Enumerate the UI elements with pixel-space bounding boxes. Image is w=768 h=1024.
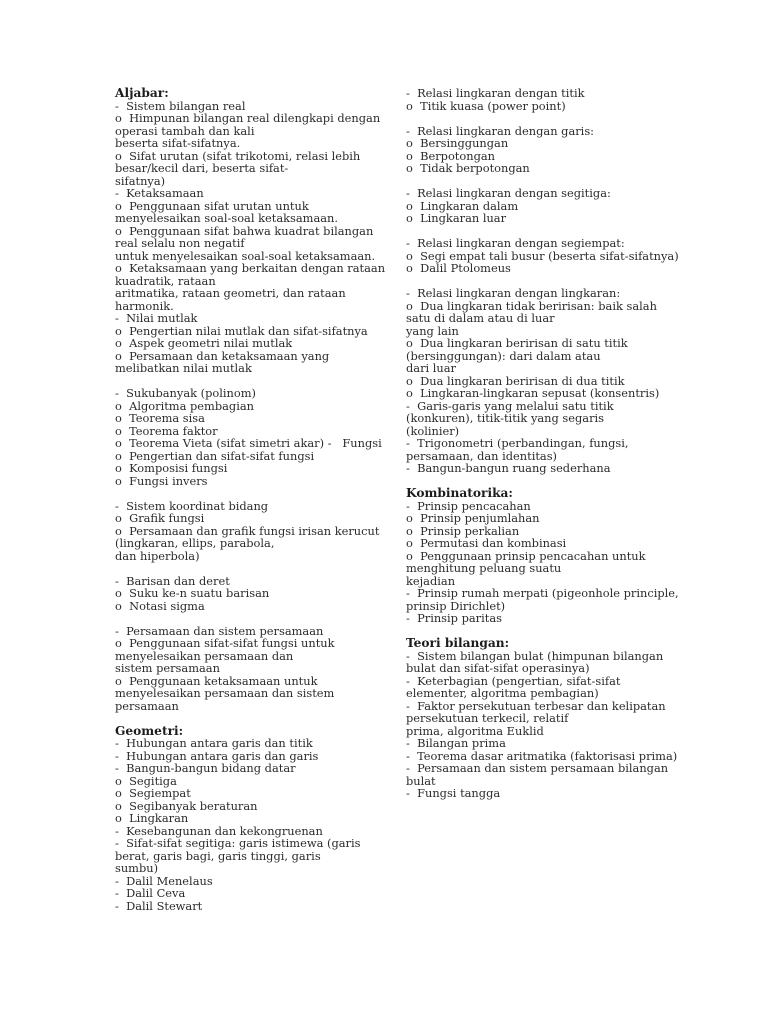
right-text-line: o Penggunaan prinsip pencacahan untuk: [406, 548, 646, 563]
left-text-line: - Dalil Ceva: [115, 886, 186, 900]
right-text-line: - Faktor persekutuan terbesar dan kelipatan: [406, 698, 666, 713]
right-text-line: (bersinggungan): dari dalam atau: [406, 348, 601, 363]
right-text-line: o Berpotongan: [406, 148, 495, 163]
right-text-line: - Relasi lingkaran dengan titik: [406, 86, 585, 100]
right-text-line: (konkuren), titik-titik yang segaris: [406, 411, 605, 425]
left-text-line: sumbu): [115, 861, 159, 875]
left-blank-line: [115, 712, 385, 725]
right-text-line: menghitung peluang suatu: [406, 561, 562, 575]
right-text-line: (kolinier): [406, 423, 460, 438]
right-text-line: o Dua lingkaran tidak beririsan: baik salah: [406, 298, 657, 313]
right-text-line: - Keterbagian (pengertian, sifat-sifat: [406, 673, 621, 688]
section-heading-teori-bilangan: Teori bilangan:: [406, 636, 510, 650]
left-text-line: - Nilai mutlak: [115, 311, 198, 325]
right-text-line: dari luar: [406, 361, 457, 375]
left-text-line: o Penggunaan ketaksamaan untuk: [115, 673, 318, 688]
right-text-line: o Permutasi dan kombinasi: [406, 536, 567, 550]
left-text-line: (lingkaran, ellips, parabola,: [115, 536, 275, 550]
left-text-line: harmonik.: [115, 298, 174, 313]
right-text-line: satu di dalam atau di luar: [406, 311, 555, 325]
left-text-line: - Kesebangunan dan kekongruenan: [115, 823, 323, 838]
left-text-line: sifatnya): [115, 173, 166, 188]
left-text-line: o Komposisi fungsi: [115, 461, 228, 475]
section-heading-kombinatorika: Kombinatorika:: [406, 486, 513, 500]
right-text-line: - Teorema dasar aritmatika (faktorisasi prima): [406, 748, 678, 763]
left-text-line: menyelesaikan soal-soal ketaksamaan.: [115, 211, 339, 225]
left-text-line: kuadratik, rataan: [115, 273, 216, 288]
left-text-line: o Teorema sisa: [115, 411, 205, 425]
right-text-line: o Bersinggungan: [406, 136, 509, 150]
right-text-line: o Titik kuasa (power point): [406, 98, 566, 113]
left-text-line: o Penggunaan sifat-sifat fungsi untuk: [115, 636, 335, 650]
left-text-line: - Sukubanyak (polinom): [115, 386, 256, 400]
right-text-line: - Persamaan dan sistem persamaan bilangan: [406, 761, 669, 775]
left-text-line: - Sifat-sifat segitiga: garis istimewa (garis: [115, 836, 361, 850]
right-column: [406, 87, 679, 800]
left-text-line: menyelesaikan persamaan dan: [115, 648, 294, 663]
right-text-line: prima, algoritma Euklid: [406, 723, 544, 738]
right-text-line: - Relasi lingkaran dengan lingkaran:: [406, 286, 621, 300]
right-text-line: persamaan, dan identitas): [406, 448, 558, 463]
left-text-line: o Persamaan dan grafik fungsi irisan kerucut: [115, 523, 380, 538]
left-text-line: melibatkan nilai mutlak: [115, 361, 252, 375]
right-text-line: o Dalil Ptolomeus: [406, 261, 511, 275]
right-text-line: o Segi empat tali busur (beserta sifat-sifatnya): [406, 248, 679, 263]
left-text-line: o Aspek geometri nilai mutlak: [115, 336, 293, 350]
right-text-line: - Prinsip paritas: [406, 611, 502, 625]
left-text-line: o Pengertian dan sifat-sifat fungsi: [115, 448, 315, 463]
left-text-line: - Bangun-bangun bidang datar: [115, 761, 296, 775]
right-text-line: bulat dan sifat-sifat operasinya): [406, 661, 590, 675]
left-text-line: o Lingkaran: [115, 811, 189, 825]
right-text-line: - Bilangan prima: [406, 736, 506, 750]
left-text-line: o Segibanyak beraturan: [115, 798, 258, 813]
left-text-line: berat, garis bagi, garis tinggi, garis: [115, 848, 321, 863]
left-text-line: o Persamaan dan ketaksamaan yang: [115, 348, 330, 363]
left-text-line: - Persamaan dan sistem persamaan: [115, 623, 324, 638]
left-text-line: o Segitiga: [115, 773, 177, 788]
right-text-line: - Relasi lingkaran dengan garis:: [406, 123, 595, 138]
left-blank-line: [115, 612, 385, 625]
right-text-line: o Prinsip penjumlahan: [406, 511, 540, 525]
left-text-line: - Ketaksamaan: [115, 186, 204, 200]
left-text-line: dan hiperbola): [115, 548, 200, 563]
left-text-line: - Hubungan antara garis dan garis: [115, 748, 319, 763]
right-text-line: - Relasi lingkaran dengan segiempat:: [406, 236, 625, 250]
left-text-line: o Himpunan bilangan real dilengkapi dengan: [115, 111, 381, 125]
left-text-line: o Sifat urutan (sifat trikotomi, relasi lebih: [115, 148, 361, 163]
section-heading-geometri: Geometri:: [115, 723, 184, 738]
left-text-line: - Sistem koordinat bidang: [115, 498, 269, 513]
left-text-line: o Notasi sigma: [115, 598, 205, 613]
right-text-line: kejadian: [406, 573, 456, 588]
left-text-line: o Penggunaan sifat urutan untuk: [115, 198, 309, 213]
right-text-line: o Dua lingkaran beririsan di dua titik: [406, 373, 625, 388]
left-text-line: sistem persamaan: [115, 661, 220, 675]
right-text-line: - Prinsip rumah merpati (pigeonhole principle,: [406, 586, 679, 600]
right-text-line: o Lingkaran-lingkaran sepusat (konsentris): [406, 386, 660, 400]
left-text-line: persamaan: [115, 698, 179, 713]
left-text-line: menyelesaikan persamaan dan sistem: [115, 686, 335, 700]
right-text-line: persekutuan terkecil, relatif: [406, 711, 569, 725]
left-text-line: - Dalil Menelaus: [115, 873, 213, 888]
left-column: [115, 87, 385, 912]
left-text-line: real selalu non negatif: [115, 236, 245, 250]
left-text-line: besar/kecil dari, beserta sifat-: [115, 161, 289, 175]
left-blank-line: [115, 562, 385, 575]
left-text-line: aritmatika, rataan geometri, dan rataan: [115, 286, 346, 300]
right-text-line: - Fungsi tangga: [406, 786, 501, 800]
left-text-line: untuk menyelesaikan soal-soal ketaksamaan.: [115, 248, 376, 263]
left-blank-line: [115, 487, 385, 500]
right-blank-line: [406, 112, 679, 125]
left-text-line: o Fungsi invers: [115, 473, 208, 488]
right-text-line: - Prinsip pencacahan: [406, 498, 531, 513]
left-text-line: beserta sifat-sifatnya.: [115, 136, 241, 150]
left-text-line: operasi tambah dan kali: [115, 123, 255, 138]
right-text-line: yang lain: [406, 323, 459, 338]
left-text-line: o Teorema faktor: [115, 423, 218, 438]
left-text-line: - Barisan dan deret: [115, 573, 230, 588]
right-text-line: o Dua lingkaran beririsan di satu titik: [406, 336, 628, 350]
right-text-line: - Garis-garis yang melalui satu titik: [406, 398, 614, 413]
right-text-line: - Sistem bilangan bulat (himpunan bilangan: [406, 648, 664, 663]
right-text-line: - Trigonometri (perbandingan, fungsi,: [406, 436, 629, 450]
left-text-line: - Sistem bilangan real: [115, 98, 246, 113]
left-text-line: o Segiempat: [115, 786, 191, 800]
left-text-line: - Hubungan antara garis dan titik: [115, 736, 313, 750]
right-text-line: elementer, algoritma pembagian): [406, 686, 599, 700]
right-text-line: - Bangun-bangun ruang sederhana: [406, 461, 611, 475]
left-text-line: o Algoritma pembagian: [115, 398, 254, 413]
left-text-line: o Teorema Vieta (sifat simetri akar) - Fungsi: [115, 436, 382, 450]
right-text-line: bulat: [406, 773, 436, 788]
left-text-line: o Pengertian nilai mutlak dan sifat-sifatnya: [115, 323, 368, 338]
right-text-line: o Lingkaran dalam: [406, 198, 519, 213]
left-text-line: o Grafik fungsi: [115, 511, 205, 525]
left-text-line: o Penggunaan sifat bahwa kuadrat bilangan: [115, 223, 374, 238]
right-text-line: prinsip Dirichlet): [406, 598, 506, 613]
left-text-line: - Dalil Stewart: [115, 898, 203, 913]
right-text-line: o Prinsip perkalian: [406, 523, 520, 538]
right-text-line: o Tidak berpotongan: [406, 161, 530, 175]
section-heading-aljabar: Aljabar:: [115, 86, 169, 100]
right-text-line: o Lingkaran luar: [406, 211, 507, 225]
left-text-line: o Suku ke-n suatu barisan: [115, 586, 270, 600]
left-text-line: o Ketaksamaan yang berkaitan dengan rataan: [115, 261, 386, 275]
right-text-line: - Relasi lingkaran dengan segitiga:: [406, 186, 611, 200]
